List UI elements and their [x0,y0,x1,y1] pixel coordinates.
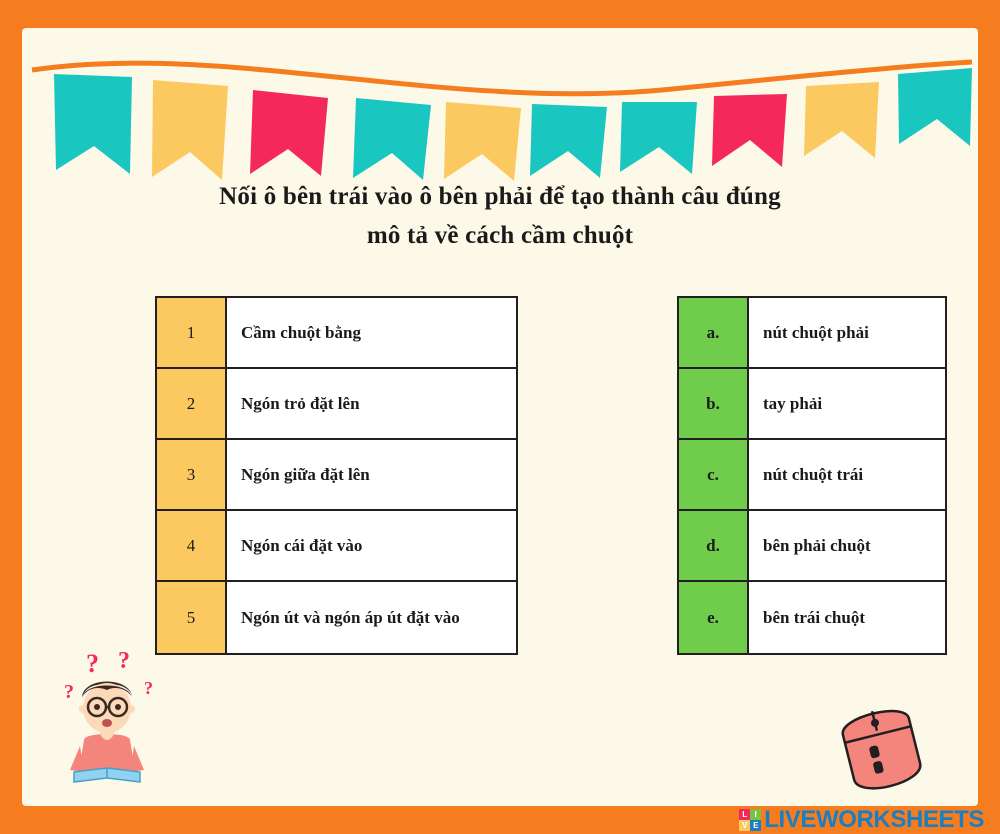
right-item-text: nút chuột trái [749,440,945,509]
right-item-text: tay phải [749,369,945,438]
right-item-key: e. [679,582,749,653]
left-item-key: 3 [157,440,227,509]
logo-wordmark: LIVEWORKSHEETS [764,806,984,833]
left-item-text: Ngón trỏ đặt lên [227,369,516,438]
table-row[interactable] [679,369,945,440]
left-match-column [155,296,518,655]
left-item-key: 4 [157,511,227,580]
left-item-text: Ngón út và ngón áp út đặt vào [227,582,516,653]
logo-letter-l: L [739,809,750,820]
title-line-1: Nối ô bên trái vào ô bên phải để tạo thành câu đúng [219,183,781,210]
right-item-text: bên trái chuột [749,582,945,653]
right-item-key: c. [679,440,749,509]
table-row[interactable] [157,369,516,440]
liveworksheets-logo[interactable] [739,806,984,834]
svg-text:?: ? [64,681,74,703]
table-row[interactable] [679,298,945,369]
footer [0,806,1000,834]
left-item-key: 1 [157,298,227,367]
left-item-key: 2 [157,369,227,438]
svg-text:?: ? [86,649,99,678]
right-item-key: d. [679,511,749,580]
right-item-text: bên phải chuột [749,511,945,580]
table-row[interactable] [157,582,516,653]
left-item-key: 5 [157,582,227,653]
logo-squares [739,809,761,831]
title-line-2: mô tả về cách cầm chuột [366,221,634,249]
left-item-text: Cầm chuột bằng [227,298,516,367]
right-item-key: a. [679,298,749,367]
left-item-text: Ngón giữa đặt lên [227,440,516,509]
logo-letter-i: I [750,809,761,820]
table-row[interactable] [679,511,945,582]
right-item-text: nút chuột phải [749,298,945,367]
table-row[interactable] [679,582,945,653]
right-match-column [677,296,947,655]
logo-letter-v: V [739,820,750,831]
left-item-text: Ngón cái đặt vào [227,511,516,580]
right-item-key: b. [679,369,749,438]
worksheet-page [22,28,978,806]
table-row[interactable] [157,511,516,582]
bunting-decoration [22,28,978,188]
computer-mouse-icon [812,696,952,806]
svg-text:?: ? [118,648,130,674]
thinking-boy-icon [40,636,180,786]
table-row[interactable] [679,440,945,511]
bunting-flags [54,68,972,181]
svg-text:?: ? [144,678,153,698]
table-row[interactable] [157,298,516,369]
worksheet-title [22,178,978,256]
logo-letter-e: E [750,820,761,831]
table-row[interactable] [157,440,516,511]
